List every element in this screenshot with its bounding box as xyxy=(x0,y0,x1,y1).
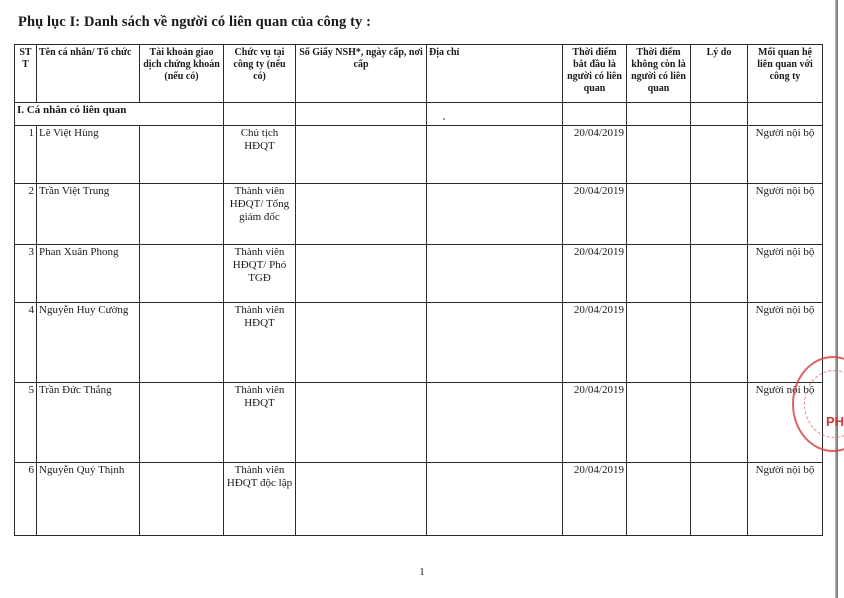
row-start: 20/04/2019 xyxy=(563,126,627,184)
row-start: 20/04/2019 xyxy=(563,245,627,303)
row-position: Thành viên HĐQT xyxy=(224,303,296,383)
row-stt: 4 xyxy=(15,303,37,383)
row-relation: Người nội bộ xyxy=(748,303,823,383)
row-name: Trần Đức Thắng xyxy=(37,383,140,463)
row-position: Thành viên HĐQT xyxy=(224,383,296,463)
row-start: 20/04/2019 xyxy=(563,184,627,245)
row-relation: Người nội bộ xyxy=(748,184,823,245)
row-name: Lê Việt Hùng xyxy=(37,126,140,184)
row-name: Trần Việt Trung xyxy=(37,184,140,245)
header-position: Chức vụ tại công ty (nếu có) xyxy=(224,45,296,103)
row-start: 20/04/2019 xyxy=(563,383,627,463)
row-name: Phan Xuân Phong xyxy=(37,245,140,303)
row-position: Thành viên HĐQT/ Tổng giám đốc xyxy=(224,184,296,245)
row-position: Chủ tịch HĐQT xyxy=(224,126,296,184)
page-edge-shadow xyxy=(835,0,838,598)
section-row xyxy=(15,103,823,126)
header-end: Thời điểm không còn là người có liên quan xyxy=(627,45,691,103)
scan-speck xyxy=(443,118,445,120)
row-relation: Người nội bộ xyxy=(748,463,823,536)
table-row xyxy=(15,184,823,245)
table-row xyxy=(15,245,823,303)
row-stt: 6 xyxy=(15,463,37,536)
header-row xyxy=(15,45,823,103)
table-row xyxy=(15,383,823,463)
header-id: Số Giấy NSH*, ngày cấp, nơi cấp xyxy=(296,45,427,103)
related-persons-table xyxy=(14,44,823,536)
header-name: Tên cá nhân/ Tổ chức xyxy=(37,45,140,103)
row-start: 20/04/2019 xyxy=(563,303,627,383)
seal-text: PH xyxy=(826,414,844,429)
page-number: 1 xyxy=(419,566,425,578)
header-address: Địa chỉ xyxy=(427,45,563,103)
section-label: I. Cá nhân có liên quan xyxy=(15,103,224,126)
table-row xyxy=(15,303,823,383)
header-account: Tài khoản giao dịch chứng khoán (nếu có) xyxy=(140,45,224,103)
row-relation: Người nội bộ xyxy=(748,383,823,463)
row-name: Nguyễn Quý Thịnh xyxy=(37,463,140,536)
header-stt: ST T xyxy=(15,45,37,103)
table-row xyxy=(15,126,823,184)
row-stt: 5 xyxy=(15,383,37,463)
row-stt: 1 xyxy=(15,126,37,184)
table-row xyxy=(15,463,823,536)
header-reason: Lý do xyxy=(691,45,748,103)
appendix-title: Phụ lục I: Danh sách về người có liên quan của công ty : xyxy=(18,14,372,30)
row-position: Thành viên HĐQT độc lập xyxy=(224,463,296,536)
row-start: 20/04/2019 xyxy=(563,463,627,536)
header-relation: Mối quan hệ liên quan với công ty xyxy=(748,45,823,103)
row-stt: 3 xyxy=(15,245,37,303)
header-start: Thời điểm bắt đầu là người có liên quan xyxy=(563,45,627,103)
row-relation: Người nội bộ xyxy=(748,126,823,184)
row-stt: 2 xyxy=(15,184,37,245)
row-position: Thành viên HĐQT/ Phó TGĐ xyxy=(224,245,296,303)
row-relation: Người nội bộ xyxy=(748,245,823,303)
row-name: Nguyễn Huy Cường xyxy=(37,303,140,383)
